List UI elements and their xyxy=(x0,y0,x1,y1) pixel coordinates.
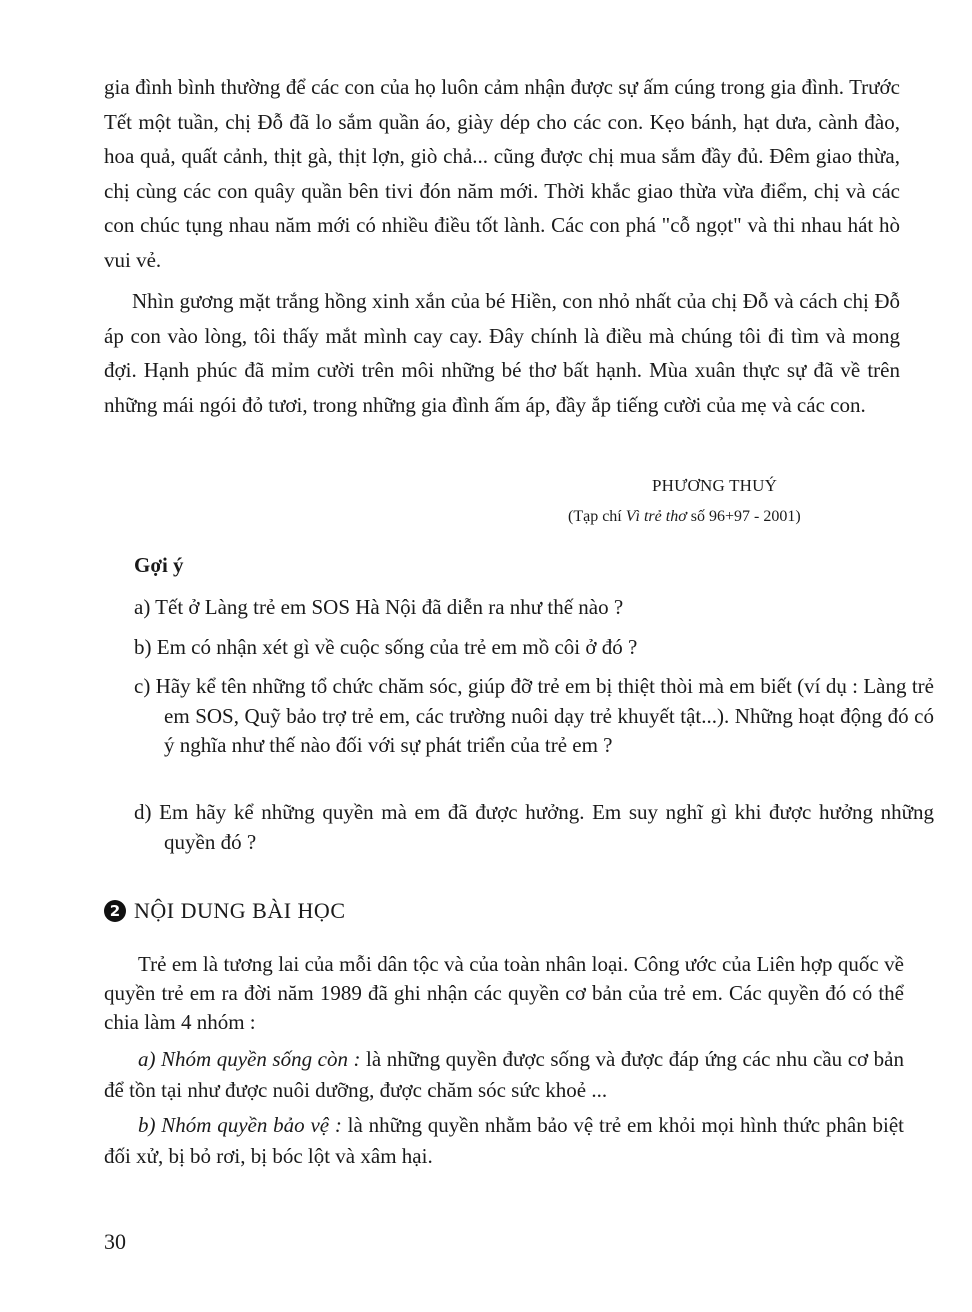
source-citation xyxy=(568,508,801,526)
hint-question-c: c) Hãy kể tên những tổ chức chăm sóc, giúp đỡ trẻ em bị thiệt thòi mà em biết (ví dụ : Làng trẻ em SOS, Quỹ bảo trợ trẻ em, các trường nuôi dạy trẻ khuyết tật...). Những hoạt động đó có ý nghĩa như thế nào đối với sự phát triển của trẻ em ? xyxy=(134,674,934,757)
rights-group-a-text: là những quyền được sống và được đáp ứng các nhu cầu cơ bản để tồn tại như được nuôi dưỡng, được chăm sóc sức khoẻ ... xyxy=(104,1047,904,1102)
section-title: NỘI DUNG BÀI HỌC xyxy=(134,898,346,923)
section-heading xyxy=(104,898,346,924)
hints-heading: Gợi ý xyxy=(134,553,184,577)
hint-question-a: a) Tết ở Làng trẻ em SOS Hà Nội đã diễn ra như thế nào ? xyxy=(134,595,624,619)
page-number: 30 xyxy=(104,1229,126,1254)
story-paragraph-2: Nhìn gương mặt trắng hồng xinh xắn của bé Hiền, con nhỏ nhất của chị Đỗ và cách chị Đỗ áp con vào lòng, tôi thấy mắt mình cay cay. Đây chính là điều mà chúng tôi đi tìm và mong đợi. Hạnh phúc đã mỉm cười trên môi những bé thơ bất hạnh. Mùa xuân thực sự đã về trên những mái ngói đỏ tươi, trong những gia đình ấm áp, đầy ắp tiếng cười của mẹ và các con. xyxy=(104,289,900,417)
section-number-badge: 2 xyxy=(104,900,126,922)
rights-group-a-label: a) Nhóm quyền sống còn : xyxy=(138,1047,361,1071)
author-name: PHƯƠNG THUÝ xyxy=(652,476,778,495)
source-suffix: số 96+97 - 2001) xyxy=(686,508,801,525)
rights-group-b-text: là những quyền nhằm bảo vệ trẻ em khỏi mọi hình thức phân biệt đối xử, bị bỏ rơi, bị bóc lột và xâm hại. xyxy=(104,1113,904,1168)
hint-question-b: b) Em có nhận xét gì về cuộc sống của trẻ em mồ côi ở đó ? xyxy=(134,635,638,659)
story-paragraph-1: gia đình bình thường để các con của họ luôn cảm nhận được sự ấm cúng trong gia đình. Trước Tết một tuần, chị Đỗ đã lo sắm quần áo, giày dép cho các con. Kẹo bánh, hạt dưa, cành đào, hoa quả, quất cảnh, thịt gà, thịt lợn, giò chả... cũng được chị mua sắm đầy đủ. Đêm giao thừa, chị cùng các con quây quần bên tivi đón năm mới. Thời khắc giao thừa vừa điểm, chị và các con chúc tụng nhau năm mới có nhiều điều tốt lành. Các con phá "cỗ ngọt" và thi nhau hát hò vui vẻ. xyxy=(104,75,900,272)
rights-group-a xyxy=(104,1044,904,1106)
source-prefix: (Tạp chí xyxy=(568,508,626,525)
source-magazine: Vì trẻ thơ xyxy=(625,508,687,525)
lesson-intro-paragraph: Trẻ em là tương lai của mỗi dân tộc và của toàn nhân loại. Công ước của Liên hợp quốc về quyền trẻ em ra đời năm 1989 đã ghi nhận các quyền cơ bản của trẻ em. Các quyền đó có thể chia làm 4 nhóm : xyxy=(104,952,904,1034)
rights-group-b xyxy=(104,1110,904,1172)
rights-group-b-label: b) Nhóm quyền bảo vệ : xyxy=(138,1113,342,1137)
hint-question-d: d) Em hãy kể những quyền mà em đã được hưởng. Em suy nghĩ gì khi được hưởng những quyền đó ? xyxy=(134,800,934,854)
